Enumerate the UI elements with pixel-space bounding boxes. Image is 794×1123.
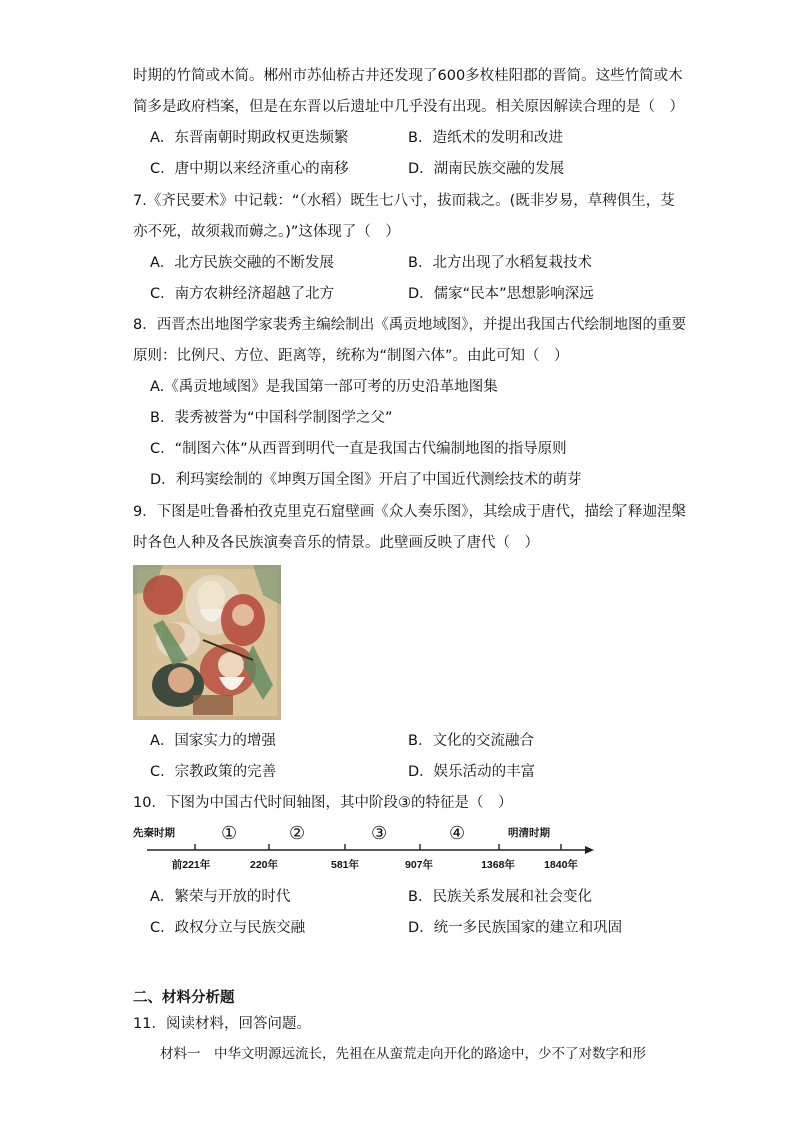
timeline-year-4: 907年 — [404, 859, 434, 871]
q7-option-b: B．北方出现了水稻复栽技术 — [408, 255, 592, 271]
timeline-year-5: 1368年 — [481, 859, 515, 871]
q7-option-a: A．北方民族交融的不断发展 — [150, 255, 334, 271]
q9-stem-line1: 9．下图是吐鲁番柏孜克里克石窟壁画《众人奏乐图》，其绘成于唐代，描绘了释迦涅槃 — [133, 504, 686, 520]
q9-option-a: A．国家实力的增强 — [150, 733, 276, 749]
q6-option-b: B．造纸术的发明和改进 — [408, 130, 563, 146]
q10-option-d: D．统一多民族国家的建立和巩固 — [408, 920, 623, 936]
q8-option-c: C．“制图六体”从西晋到明代一直是我国古代编制地图的指导原则 — [150, 441, 567, 457]
q8-option-d: D．利玛窦绘制的《坤舆万国全图》开启了中国近代测绘技术的萌芽 — [150, 472, 582, 488]
q8-option-b: B．裴秀被誉为“中国科学制图学之父” — [150, 410, 393, 426]
q6-stem-line2: 简多是政府档案，但是在东晋以后遗址中几乎没有出现。相关原因解读合理的是（ ） — [133, 99, 684, 115]
q10-stem: 10．下图为中国古代时间轴图，其中阶段③的特征是（ ） — [133, 795, 513, 811]
q6-option-a: A．东晋南朝时期政权更迭频繁 — [150, 130, 349, 146]
q6-stem-line1: 时期的竹简或木简。郴州市苏仙桥古井还发现了600多枚桂阳郡的晋简。这些竹简或木 — [133, 68, 683, 84]
q6-option-d: D．湖南民族交融的发展 — [408, 161, 565, 177]
timeline-stage-4: ④ — [449, 823, 466, 844]
timeline-stage-3: ③ — [371, 823, 388, 844]
section-title: 二、材料分析题 — [133, 990, 235, 1006]
q9-stem-line2: 时各色人种及各民族演奏音乐的情景。此壁画反映了唐代（ ） — [133, 535, 539, 551]
q10-option-b: B．民族关系发展和社会变化 — [408, 889, 592, 905]
timeline-diagram — [133, 820, 603, 876]
q11-stem: 11．阅读材料，回答问题。 — [133, 1016, 311, 1032]
timeline-start-label: 先秦时期 — [133, 827, 175, 839]
q7-option-d: D．儒家“民本”思想影响深远 — [408, 286, 594, 302]
q7-stem-line1: 7.《齐民要术》中记载：“（水稻）既生七八寸，拔而栽之。(既非岁易，草稗俱生，芟 — [133, 193, 675, 209]
q7-stem-line2: 亦不死，故须栽而薅之。)”这体现了（ ） — [133, 224, 400, 240]
timeline-end-label: 明清时期 — [508, 827, 550, 839]
q10-option-c: C．政权分立与民族交融 — [150, 920, 306, 936]
q10-option-a: A．繁荣与开放的时代 — [150, 889, 291, 905]
timeline-stage-2: ② — [289, 823, 306, 844]
q9-option-c: C．宗教政策的完善 — [150, 764, 277, 780]
q8-stem-line2: 原则：比例尺、方位、距离等，统称为“制图六体”。由此可知（ ） — [133, 348, 569, 364]
q8-option-a: A.《禹贡地域图》是我国第一部可考的历史沿革地图集 — [150, 379, 498, 395]
mural-image — [133, 565, 281, 720]
timeline-year-2: 220年 — [249, 859, 279, 871]
timeline-year-1: 前221年 — [171, 859, 211, 871]
timeline-year-3: 581年 — [330, 859, 360, 871]
q9-option-b: B．文化的交流融合 — [408, 733, 534, 749]
q7-option-c: C．南方农耕经济超越了北方 — [150, 286, 335, 302]
q8-stem-line1: 8．西晋杰出地图学家裴秀主编绘制出《禹贡地域图》，并提出我国古代绘制地图的重要 — [133, 317, 686, 333]
timeline-arrow — [585, 846, 594, 854]
q11-material-line: 材料一 中华文明源远流长，先祖在从蛮荒走向开化的路途中，少不了对数字和形 — [160, 1046, 646, 1062]
q6-option-c: C．唐中期以来经济重心的南移 — [150, 161, 349, 177]
timeline-year-6: 1840年 — [544, 859, 578, 871]
timeline-stage-1: ① — [221, 823, 238, 844]
q9-option-d: D．娱乐活动的丰富 — [408, 764, 536, 780]
